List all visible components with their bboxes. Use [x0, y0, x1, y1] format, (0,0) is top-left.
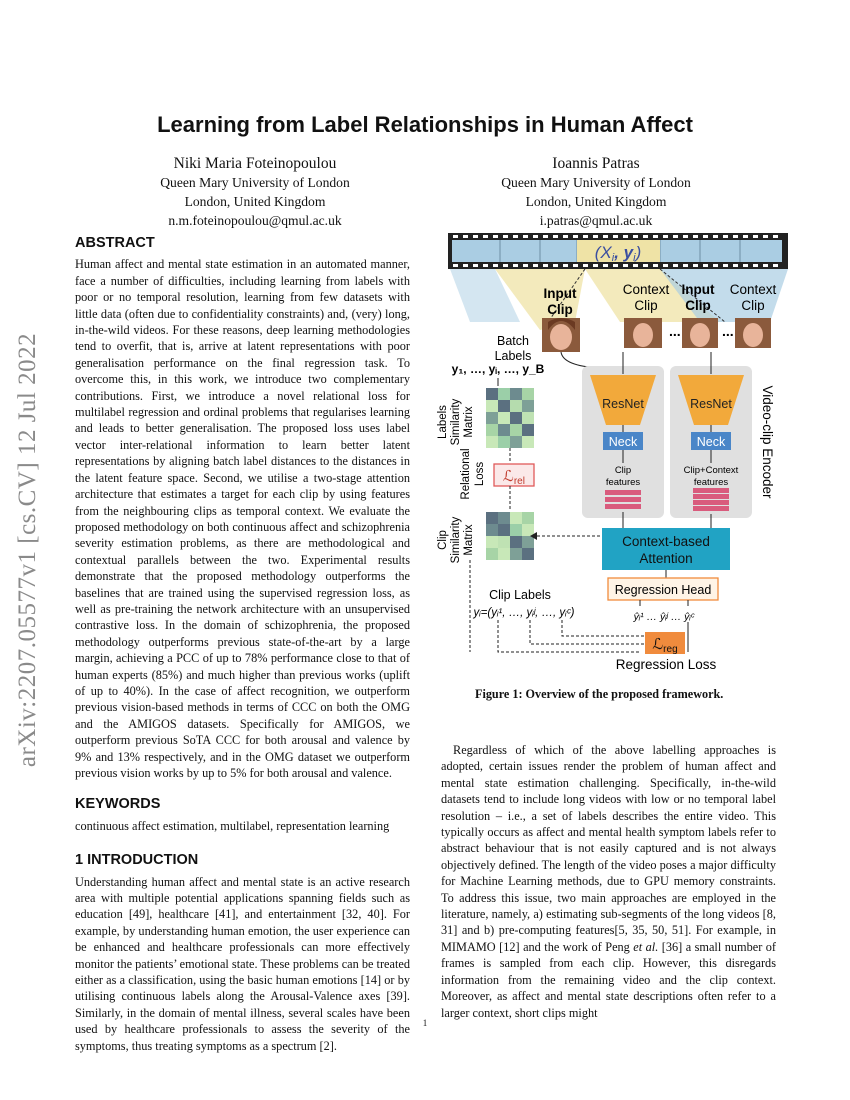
feature-stack — [605, 490, 641, 509]
author-name: Niki Maria Foteinopoulou — [173, 155, 337, 172]
resnet-label: ResNet — [690, 397, 732, 411]
clip-label-vector: yᵢ=(yᵢ¹, …, yᵢʲ, …, yᵢᶜ) — [473, 607, 575, 619]
clip-labels-heading: Clip Labels — [489, 588, 551, 602]
author-affiliation: Queen Mary University of London — [501, 175, 691, 190]
face-thumbnail — [682, 318, 718, 348]
labels-similarity-matrix — [486, 388, 534, 448]
ellipsis: ... — [722, 323, 734, 339]
face-thumbnail — [542, 318, 580, 352]
batch-labels: Batch Labels — [494, 334, 532, 363]
labels-similarity-label: LabelsSimilarityMatrix — [437, 398, 475, 446]
figure-caption: Figure 1: Overview of the proposed framework. — [475, 687, 724, 701]
input-clip-label: Input Clip — [681, 282, 715, 313]
l-reg-label: ℒ$_{reg}$ — [652, 636, 678, 655]
l-rel-label: ℒ$_{rel}$ — [503, 468, 525, 487]
neck-label: Neck — [608, 435, 638, 449]
introduction-text: Understanding human affect and mental state is an active research area with multiple potential applications spanning fields such as education [49], healthcare [41], and entertainment [32, 40]. For example, by understanding human emotion, the user experience can be enhanced and healthcare professionals can more effectively monitor the patients’ emotional state. These problems can be treated either as a classification, using the basic human emotions [14] or by utilising continuous labels along the Arousal-Valence axes [39]. Similarly, in the domain of mental illness, several scales have been used by healthcare professionals to assess the severity of the symptoms, thus treating symptoms as a spectrum [2]. — [75, 874, 410, 1053]
right-column-text: Regardless of which of the above labelling approaches is adopted, certain issues render the problem of human affect and mental state estimation challenging. Specifically, in-the-wild datasets tend to include long videos with low or no temporal label resolution – i.e., a set of labels describes the entire video. This typically occurs as affect and mental health symptom labels refer to abstract behaviour that is not easily captured and is not always objectively defined. The length of the video poses a major difficulty for Machine Learning methods, due to GPU memory constraints. To address this issue, two main approaches are employed in the literature, namely, a) estimating sub-segments of the long videos [8, 31] and b) pre-computing features[5, 35, 50, 51]. For example, in MIMAMO [12] and the work of Peng et al. [36] a small number of frames is sampled from each clip. However, this disregards information from the remaining video and the clip context. Moreover, as affect and mental state descriptions often refer to a larger context, short clips might — [441, 743, 776, 1020]
clip-similarity-label: ClipSimilarityMatrix — [437, 516, 475, 564]
clip-similarity-matrix — [486, 512, 534, 560]
introduction-heading: 1 INTRODUCTION — [75, 852, 199, 869]
neck-label: Neck — [696, 435, 726, 449]
paper-title: Learning from Label Relationships in Human Affect — [157, 112, 693, 137]
regression-head-label: Regression Head — [614, 583, 712, 597]
relational-loss-label: Relational Loss — [460, 448, 486, 500]
ellipsis: ... — [669, 323, 681, 339]
abstract-heading: ABSTRACT — [75, 235, 155, 251]
author-email: i.patras@qmul.ac.uk — [539, 213, 653, 228]
face-thumbnail — [624, 318, 662, 348]
abstract-text: Human affect and mental state estimation in an automated manner, face a number of difficulties, including learning from labels with poor or no temporal resolution, learning from few datasets with little data (often due to confidentiality constraints) and, (very) long, in-the-wild videos. For these reasons, deep learning methodologies tend to overfit, that is, arrive at latent representations with poor generalisation performance on the final regression task. To overcome this, in this work, we introduce two complementary contributions. First, we introduce a novel relational loss for multilabel regression and ordinal problems that regularises learning and leads to better generalisation. The proposed loss uses label vector inter-relational information to learn better latent representations by aligning batch label distances to the distances in the latent feature space. Second, we utilise a two-stage attention architecture that estimates a target for each clip by using features from the neighbouring clips as temporal context. We evaluate the proposed methodology on both continuous affect and schizophrenia severity estimation problems, as there are methodological and contextual parallels between the two. Experimental results demonstrate that the proposed methodology outperforms the baselines that are trained using the supervised regression loss, as well as pre-training the network architecture with an unsupervised contrastive loss. In the domain of schizophrenia, the proposed methodology outperforms previous state-of-the-art by a large margin, achieving a PCC of up to 78% performance close to that of human experts (85%) and much higher than previous works (uplift of up to 40%). In the case of affect recognition, we outperform previous vision-based methods in terms of CCC on both the OMG and the AMIGOS datasets. Specifically for AMIGOS, we outperform previous SoTA CCC for both arousal and valence by 9% and 13% respectively, and in the OMG dataset we outperform previous vision works by up to 5% for both arousal and valence. — [75, 257, 410, 780]
clip-context-features-label: Clip+Context features — [683, 465, 739, 488]
clip-features-label: Clip features — [605, 465, 641, 488]
video-clip-encoder-label: Video-clip Encoder — [760, 385, 775, 499]
clip-pair-label: (Xi, yi) — [594, 243, 642, 264]
author-email: n.m.foteinopoulou@qmul.ac.uk — [168, 213, 342, 228]
author-affiliation: Queen Mary University of London — [160, 175, 350, 190]
arxiv-watermark: arXiv:2207.05577v1 [cs.CV] 12 Jul 2022 — [14, 332, 41, 768]
context-attention-label: Context-based Attention — [622, 534, 710, 566]
batch-label-vector: y₁, …, yᵢ, …, y_B — [451, 362, 545, 376]
prediction-vector: ŷᵢ¹ … ŷᵢʲ … ŷᵢᶜ — [633, 611, 695, 623]
dashed-arrows — [470, 560, 645, 652]
input-clip-label: Input Clip — [543, 286, 577, 317]
context-clip-label: Context Clip — [622, 282, 670, 313]
film-strip — [448, 233, 788, 269]
resnet-label: ResNet — [602, 397, 644, 411]
author-location: London, United Kingdom — [525, 194, 667, 209]
author-name: Ioannis Patras — [552, 155, 640, 172]
regression-loss-label: Regression Loss — [615, 657, 717, 672]
face-thumbnail — [735, 318, 771, 348]
context-clip-label: Context Clip — [729, 282, 777, 313]
author-location: London, United Kingdom — [184, 194, 326, 209]
keywords-heading: KEYWORDS — [75, 796, 161, 813]
page-number: 1 — [422, 1018, 428, 1028]
keywords-text: continuous affect estimation, multilabel, representation learning — [75, 818, 390, 833]
